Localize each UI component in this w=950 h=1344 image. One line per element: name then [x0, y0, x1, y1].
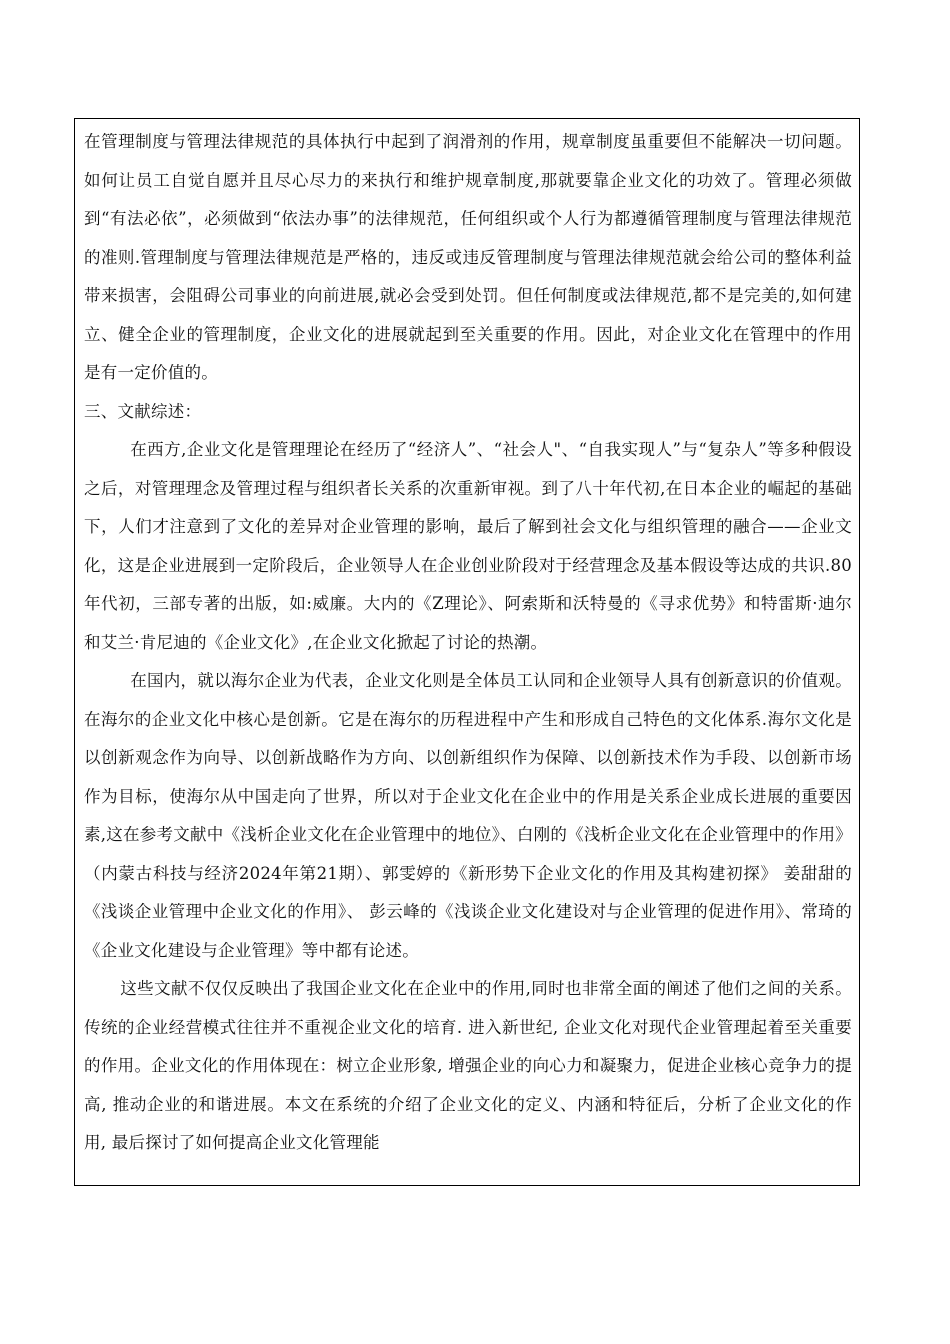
- paragraph-domestic-research: 在国内，就以海尔企业为代表，企业文化则是全体员工认同和企业领导人具有创新意识的价值观。在海尔的企业文化中核心是创新。它是在海尔的历程进程中产生和形成自己特色的文化体系.海尔文化是以创新观念作为向导、以创新战略作为方向、以创新组织作为保障、以创新技术作为手段、以创新市场作为目标，使海尔从中国走向了世界，所以对于企业文化在企业中的作用是关系企业成长进展的重要因素,这在参考文献中《浅析企业文化在企业管理中的地位》、白刚的《浅析企业文化在企业管理中的作用》（内蒙古科技与经济2024年第21期）、郭雯婷的《新形势下企业文化的作用及其构建初探》 姜甜甜的《浅谈企业管理中企业文化的作用》、 彭云峰的《浅谈企业文化建设对与企业管理的促进作用》、常琦的《企业文化建设与企业管理》等中都有论述。: [84, 671, 852, 960]
- section-heading-literature-review: 三、文献综述：: [84, 401, 202, 421]
- paragraph-continuation: 在管理制度与管理法律规范的具体执行中起到了润滑剂的作用，规章制度虽重要但不能解决一切问题。如何让员工自觉自愿并且尽心尽力的来执行和维护规章制度,那就要靠企业文化的功效了。管理必须做到“有法必依”，必须做到“依法办事”的法律规范，任何组织或个人行为都遵循管理制度与管理法律规范的准则.管理制度与管理法律规范是严格的，违反或违反管理制度与管理法律规范就会给公司的整体利益带来损害，会阻碍公司事业的向前进展,就必会受到处罚。但任何制度或法律规范,都不是完美的,如何建立、健全企业的管理制度，企业文化的进展就起到至关重要的作用。因此，对企业文化在管理中的作用是有一定价值的。: [84, 132, 852, 382]
- text-frame: [74, 118, 860, 1186]
- paragraph-summary: 这些文献不仅仅反映出了我国企业文化在企业中的作用,同时也非常全面的阐述了他们之间的关系。传统的企业经营模式往往并不重视企业文化的培育. 进入新世纪, 企业文化对现代企业管理起着至关重要的作用。企业文化的作用体现在：树立企业形象, 增强企业的向心力和凝聚力，促进企业核心竞争力的提高, 推动企业的和谐进展。本文在系统的介绍了企业文化的定义、内涵和特征后，分析了企业文化的作用, 最后探讨了如何提高企业文化管理能: [84, 979, 852, 1152]
- paragraph-western-research: 在西方,企业文化是管理理论在经历了“经济人”、“社会人"、“自我实现人”与“复杂人”等多种假设之后，对管理理念及管理过程与组织者长关系的次重新审视。到了八十年代初,在日本企业的崛起的基础下，人们才注意到了文化的差异对企业管理的影响，最后了解到社会文化与组织管理的融合——企业文化，这是企业进展到一定阶段后，企业领导人在企业创业阶段对于经营理念及基本假设等达成的共识.80年代初，三部专著的出版，如:威廉。大内的《Z理论》、阿索斯和沃特曼的《寻求优势》和特雷斯·迪尔和艾兰·肯尼迪的《企业文化》,在企业文化掀起了讨论的热潮。: [84, 440, 852, 652]
